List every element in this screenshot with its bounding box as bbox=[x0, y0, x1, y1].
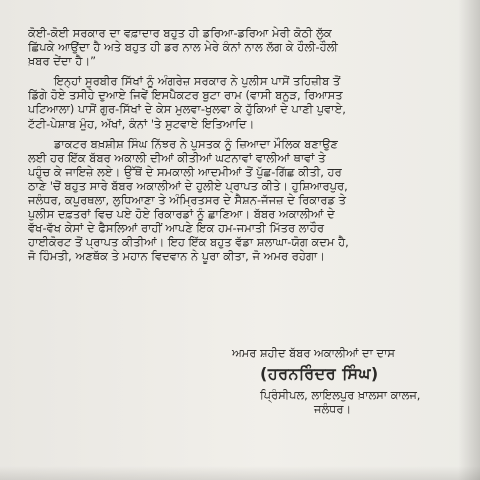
text-line: ਪਟਿਆਲਾ) ਪਾਸੋਂ ਗੁਰ-ਸਿੱਖਾਂ ਦੇ ਕੇਸ ਮੁਲਵਾ-ਖੁਲਵਾ ਕੇ ਹੁੱਕਿਆਂ ਦੇ ਪਾਣੀ ਪੁਵਾਏ, bbox=[28, 102, 346, 117]
text-line: ਇਨ੍ਹਾਂ ਸੂਰਬੀਰ ਸਿੱਖਾਂ ਨੂੰ ਅੰਗਰੇਜ਼ ਸਰਕਾਰ ਨੇ ਪੁਲੀਸ ਪਾਸੋਂ ਤਹਿਜ਼ੀਬ ਤੋਂ bbox=[54, 74, 341, 89]
page-edge-shadow bbox=[0, 466, 480, 480]
text-line: ਪਹੁੰਚ ਕੇ ਜਾਇਜ਼ੇ ਲਏ। ਉੱਥੋਂ ਦੇ ਸਮਕਾਲੀ ਆਦਮੀਆਂ ਤੋਂ ਪੁੱਛ-ਗਿੱਛ ਕੀਤੀ, ਹਰ bbox=[28, 164, 342, 179]
text-line: ਜਲੰਧਰ, ਕਪੂਰਥਲਾ, ਲੁਧਿਆਣਾ ਤੇ ਅੰਮ੍ਰਿਤਸਰ ਦੇ ਸੈਸ਼ਨ-ਜੱਜਜ਼ ਦੇ ਰਿਕਾਰਡ ਤੇ bbox=[28, 193, 346, 208]
signature-name: (ਹਰਨਰਿੰਦਰ ਸਿੰਘ) bbox=[260, 364, 379, 383]
text-line: ਟੱਟੀ-ਪੇਸ਼ਾਬ ਮੂੰਹ, ਅੱਖਾਂ, ਕੰਨਾਂ 'ਤੇ ਸੁਟਵਾਏ ਇਤਿਆਦਿ। bbox=[28, 116, 255, 131]
text-line: ਵੱਖ-ਵੱਖ ਕੇਸਾਂ ਦੇ ਫੈਸਲਿਆਂ ਰਾਹੀਂ ਆਪਣੇ ਇਕ ਹਮ-ਜਮਾਤੀ ਮਿੱਤਰ ਲਾਹੌਰ bbox=[28, 221, 324, 236]
text-line: ਠਾਣੇ 'ਚੋਂ ਬਹੁਤ ਸਾਰੇ ਬੱਬਰ ਅਕਾਲੀਆਂ ਦੇ ਹੁਲੀਏ ਪ੍ਰਾਪਤ ਕੀਤੇ। ਹੁਸ਼ਿਆਰਪੁਰ, bbox=[28, 178, 348, 193]
text-line: ਡਿੱਗੇ ਹੋਏ ਤਸੀਹੇ ਦੁਆਏ ਜਿਵੇਂ ਇਸਪੈਕਟਰ ਬੂਟਾ ਰਾਮ (ਵਾਸੀ ਬਨੂੜ, ਰਿਆਸਤ bbox=[28, 88, 343, 103]
text-line: ਪੁਲੀਸ ਦਫ਼ਤਰਾਂ ਵਿਚ ਪਏ ਹੋਏ ਰਿਕਾਰਡਾਂ ਨੂੰ ਛਾਣਿਆ। ਬੱਬਰ ਅਕਾਲੀਆਂ ਦੇ bbox=[28, 207, 335, 222]
signature-title: ਪ੍ਰਿੰਸੀਪਲ, ਲਾਇਲਪੁਰ ਖ਼ਾਲਸਾ ਕਾਲਜ, bbox=[260, 388, 421, 402]
paragraph-2 bbox=[28, 74, 452, 130]
text-line: ਲਈ ਹਰ ਇੱਕ ਬੱਬਰ ਅਕਾਲੀ ਦੀਆਂ ਕੀਤੀਆਂ ਘਟਨਾਵਾਂ ਵਾਲੀਆਂ ਥਾਵਾਂ ਤੇ bbox=[28, 150, 326, 165]
text-line: ਜੋ ਹਿੰਮਤੀ, ਅਣਥੱਕ ਤੇ ਮਹਾਨ ਵਿਦਵਾਨ ਨੇ ਪੂਰਾ ਕੀਤਾ, ਜੋ ਅਮਰ ਰਹੇਗਾ। bbox=[28, 249, 325, 264]
signature-place: ਜਲੰਧਰ। bbox=[314, 402, 352, 416]
text-line: ਖ਼ਬਰ ਦੇਂਦਾ ਹੈ।” bbox=[28, 54, 97, 69]
text-line: ਕੋਈ-ਕੋਈ ਸਰਕਾਰ ਦਾ ਵਫ਼ਾਦਾਰ ਬਹੁਤ ਹੀ ਡਰਿਆ-ਡਰਿਆ ਮੇਰੀ ਕੋਠੀ ਲੁੱਕ bbox=[28, 26, 332, 40]
text-line: ਹਾਈਕੋਰਟ ਤੋਂ ਪ੍ਰਾਪਤ ਕੀਤੀਆਂ। ਇਹ ਇੱਕ ਬਹੁਤ ਵੱਡਾ ਸ਼ਲਾਘਾ-ਯੋਗ ਕਦਮ ਹੈ, bbox=[28, 235, 349, 250]
text-line: ਛਿੱਪਕੇ ਆਉਂਦਾ ਹੈ ਅਤੇ ਬਹੁਤ ਹੀ ਡਰ ਨਾਲ ਮੇਰੇ ਕੰਨਾਂ ਨਾਲ ਲੱਗ ਕੇ ਹੌਲੀ-ਹੌਲੀ bbox=[28, 40, 338, 55]
paragraph-3 bbox=[28, 137, 452, 264]
body-text bbox=[28, 26, 452, 264]
signature-dedication: ਅਮਰ ਸ਼ਹੀਦ ਬੱਬਰ ਅਕਾਲੀਆਂ ਦਾ ਦਾਸ bbox=[232, 346, 395, 360]
text-line: ਡਾਕਟਰ ਬਖ਼ਸ਼ੀਸ਼ ਸਿੰਘ ਨਿੱਝਰ ਨੇ ਪੁਸਤਕ ਨੂੰ ਜ਼ਿਆਦਾ ਮੌਲਿਕ ਬਣਾਉਣ bbox=[54, 136, 338, 151]
paragraph-1 bbox=[28, 26, 452, 68]
page-curl-shadow bbox=[458, 0, 480, 480]
signature-block bbox=[232, 346, 472, 416]
